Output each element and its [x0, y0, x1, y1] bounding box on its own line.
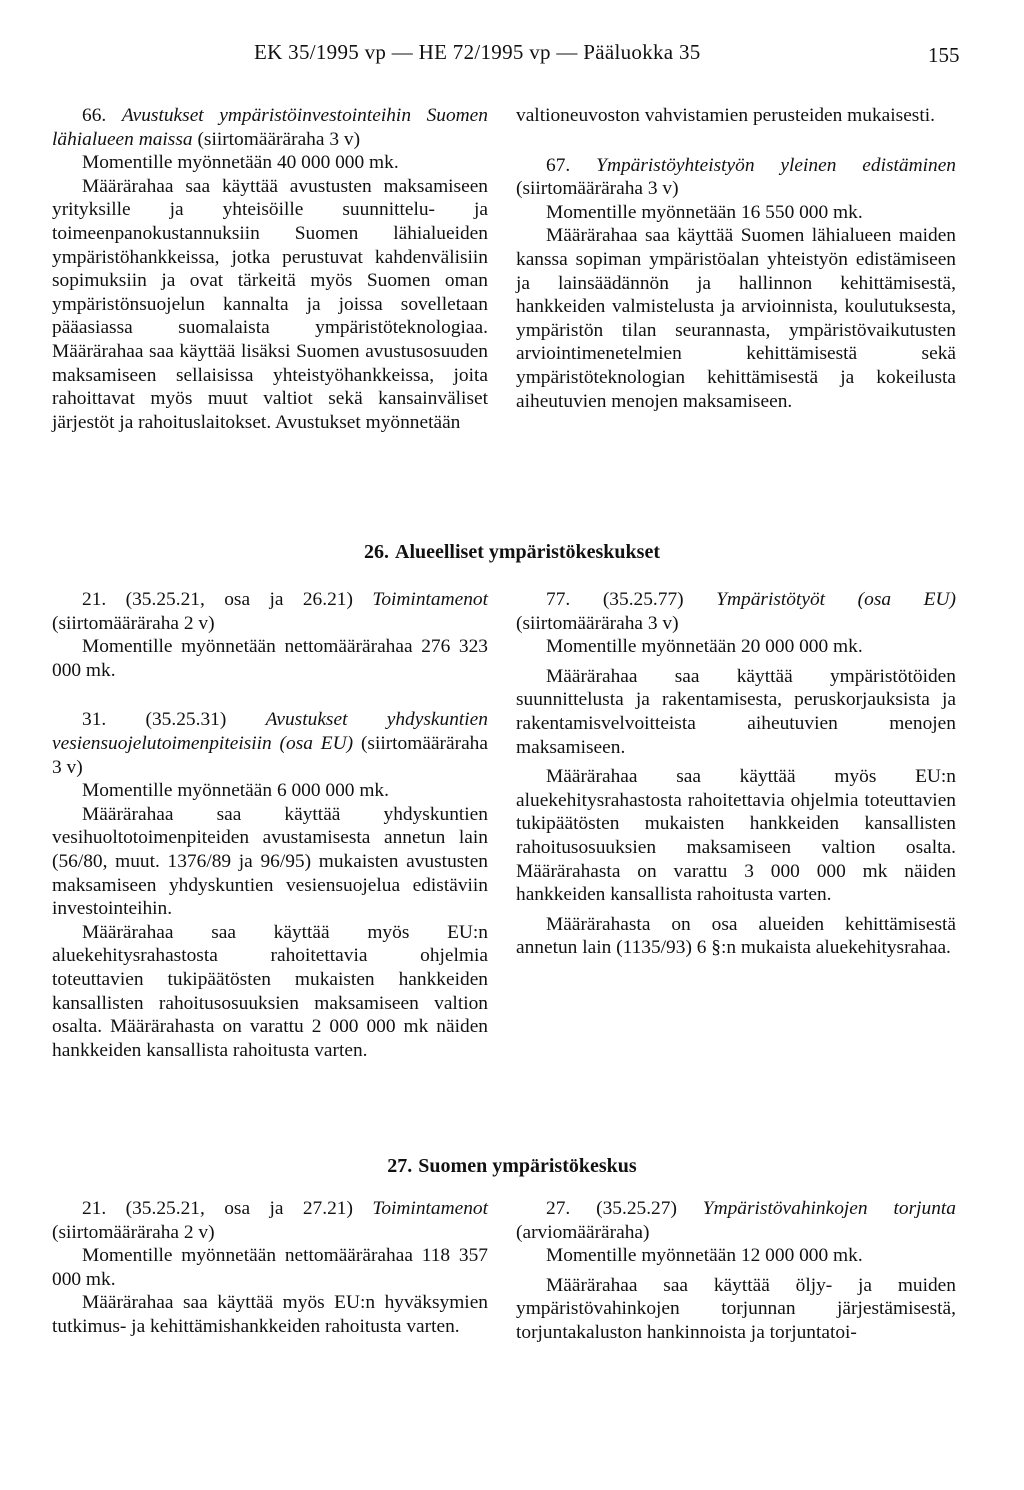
item-66-title: Avustukset ympäristöinvestointeihin Suomen lähialueen maissa [52, 105, 488, 150]
item-67-type: (siirtomääräraha 3 v) [516, 178, 679, 200]
item-66-text: Määrärahaa saa käyttää avustusten maksamiseen yrityksille ja yhteisöille suunnittelu- ja toimeenpanokustannuksiin Suomen lähialueiden ympäristöhankkeissa, jotka perustuvat kahdenvälisiin sopimuksiin ja ovat tärkeitä myös Suomen oman ympäristönsuojelun kannalta ja joissa sovelletaan pääasiassa suomalaista ympäristöteknologiaa. Määrärahaa saa käyttää lisäksi Suomen avustusosuuden maksamiseen sellaisissa yhteistyöhankkeissa, joita rahoittavat myös muut valtiot sekä kansainväliset järjestöt ja rahoituslaitokset. Avustukset myönnetään [52, 175, 488, 433]
section-27-right-column [516, 1197, 956, 1345]
section-27-title: Suomen ympäristökeskus [418, 1155, 637, 1177]
item-77-text-1: Määrärahaa saa käyttää ympäristötöiden suunnittelusta ja rakentamisesta, peruskorjauksista ja rakentamisvelvoitteista aiheutuvien menojen maksamiseen. [516, 665, 956, 758]
item-77-text-3: Määrärahasta on osa alueiden kehittämisestä annetun lain (1135/93) 6 §:n mukaista aluekehitysrahaa. [516, 913, 956, 959]
section-27-left-column [52, 1197, 488, 1339]
item-21b-type: (siirtomääräraha 2 v) [52, 1221, 215, 1243]
item-27-title: Ympäristövahinkojen torjunta [702, 1198, 956, 1219]
item-66-continuation: valtioneuvoston vahvistamien perusteiden mukaisesti. [516, 105, 935, 126]
item-67-title: Ympäristöyhteistyön yleinen edistäminen [596, 154, 956, 176]
item-31-amount: Momentille myönnetään 6 000 000 mk. [82, 780, 389, 802]
item-21b-heading [52, 1197, 488, 1244]
item-21-type: (siirtomääräraha 2 v) [52, 612, 215, 634]
top-right-column [516, 104, 956, 413]
item-66-number: 66. [82, 105, 107, 126]
top-left-column [52, 104, 488, 434]
item-66-heading [52, 104, 488, 151]
item-31-ref: 31. (35.25.31) [82, 709, 227, 731]
item-27-type: (arviomääräraha) [516, 1221, 650, 1243]
item-21b-title: Toimintamenot [372, 1198, 488, 1219]
item-21b-ref: 21. (35.25.21, osa ja 27.21) [82, 1198, 353, 1219]
item-77-type: (siirtomääräraha 3 v) [516, 612, 679, 634]
item-31-text-1: Määrärahaa saa käyttää yhdyskuntien vesihuoltotoimenpiteiden avustamisesta annetun lain (56/80, muut. 1376/89 ja 96/95) mukaisten avustusten maksamiseen yhdyskuntien vesiensuojelua edistäviin investointeihin. [52, 803, 488, 920]
item-21b-amount: Momentille myönnetään nettomäärärahaa 118 357 000 mk. [52, 1245, 488, 1290]
item-66-type: (siirtomääräraha 3 v) [197, 128, 361, 150]
item-27-ref: 27. (35.25.27) [546, 1198, 677, 1219]
item-21-heading [52, 588, 488, 635]
item-27-amount: Momentille myönnetään 12 000 000 mk. [546, 1245, 863, 1267]
item-27-text: Määrärahaa saa käyttää öljy- ja muiden ympäristövahinkojen torjunnan järjestämisestä, torjuntakaluston hankinnoista ja torjuntatoi- [516, 1274, 956, 1343]
item-77-heading [516, 588, 956, 635]
item-31-text-2: Määrärahaa saa käyttää myös EU:n aluekehitysrahastosta rahoitettavia ohjelmia toteuttavien tukipäätösten mukaisten hankkeiden kansallisten rahoitusosuuksien maksamiseen valtion osalta. Määrärahasta on varattu 2 000 000 mk näiden hankkeiden kansallista rahoitusta varten. [52, 921, 488, 1061]
item-77-amount: Momentille myönnetään 20 000 000 mk. [546, 636, 863, 658]
item-21-title: Toimintamenot [372, 589, 488, 610]
section-26-right-column [516, 588, 956, 960]
item-31-title: Avustukset yhdyskuntien vesiensuojelutoimenpiteisiin (osa EU) [52, 709, 488, 754]
item-21b-text: Määrärahaa saa käyttää myös EU:n hyväksymien tutkimus- ja kehittämishankkeiden rahoitusta varten. [52, 1292, 488, 1337]
item-67-amount: Momentille myönnetään 16 550 000 mk. [546, 201, 863, 223]
item-66-amount: Momentille myönnetään 40 000 000 mk. [82, 152, 399, 174]
item-21-amount: Momentille myönnetään nettomäärärahaa 276 323 000 mk. [52, 636, 488, 681]
section-27-number: 27. [387, 1155, 413, 1177]
item-77-ref: 77. (35.25.77) [546, 589, 684, 610]
item-21-ref: 21. (35.25.21, osa ja 26.21) [82, 589, 353, 610]
item-77-text-2: Määrärahaa saa käyttää myös EU:n aluekehitysrahastosta rahoitettavia ohjelmia toteuttavien tukipäätösten mukaisten hankkeiden kansallisten rahoitusosuuksien maksamiseen valtion osalta. Määrärahasta on varattu 3 000 000 mk näiden hankkeiden kansallista rahoitusta varten. [516, 766, 956, 906]
item-67-number: 67. [546, 154, 571, 176]
section-27-heading [0, 1155, 1024, 1178]
item-31-heading [52, 708, 488, 779]
section-26-number: 26. [364, 541, 389, 563]
section-26-heading [0, 541, 1024, 564]
item-67-text: Määrärahaa saa käyttää Suomen lähialueen maiden kanssa sopiman ympäristöalan yhteistyön edistämiseen ja lainsäädännön ja hallinnon kehittämisestä, hankkeiden valmistelusta ja arvioinnista, koulutuksesta, ympäristön tilan seurannasta, ympäristövaikutusten arviointimenetelmien kehittämisestä sekä ympäristöteknologian kehittämisestä ja kokeilusta aiheutuvien menojen maksamiseen. [516, 225, 956, 412]
item-31-type: (siirtomääräraha 3 v) [52, 732, 488, 778]
page-header [0, 40, 1024, 80]
item-77-title: Ympäristötyöt (osa EU) [716, 589, 956, 610]
page-number: 155 [928, 43, 960, 67]
item-67-heading [516, 154, 956, 201]
running-title: EK 35/1995 vp — HE 72/1995 vp — Pääluokka 35 [254, 40, 701, 64]
item-27-heading [516, 1197, 956, 1244]
section-26-left-column [52, 588, 488, 1062]
section-26-title: Alueelliset ympäristökeskukset [395, 541, 660, 563]
